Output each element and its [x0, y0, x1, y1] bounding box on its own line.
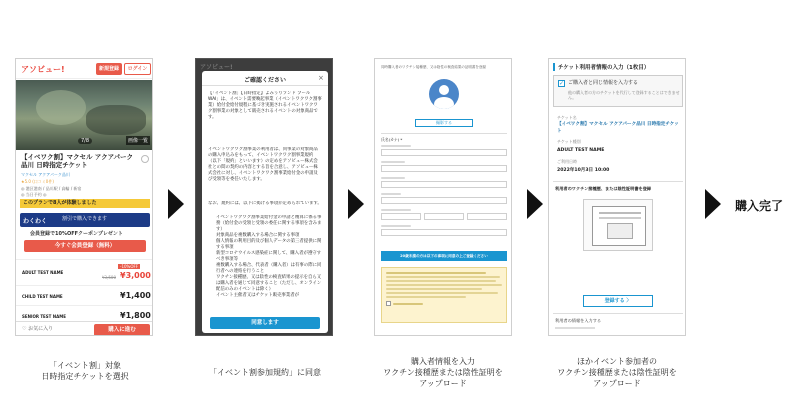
step2-screen — [195, 58, 333, 336]
same-as-buyer-label: ご購入者と同じ情報を入力する — [568, 80, 639, 86]
discount-badge: -10%OFF — [120, 264, 139, 269]
step4-caption-line3: アップロード — [593, 379, 641, 388]
name-input[interactable] — [381, 149, 507, 156]
terms-modal — [202, 71, 328, 333]
favorite-button[interactable]: ♡ お気に入り — [22, 326, 54, 332]
wakuwari-banner[interactable] — [20, 213, 150, 227]
register-certificate-button[interactable]: 登録する 〉 — [583, 295, 653, 307]
ticket-old-price: ¥3,500 — [102, 275, 116, 280]
terms-list — [216, 215, 324, 313]
same-as-buyer-box[interactable] — [553, 75, 683, 107]
rating: ★5.0 (口コミ0件) — [21, 179, 54, 184]
city-input[interactable] — [381, 197, 507, 204]
product-title: 【イベワク割】マクセル アクアパーク品川 日時指定チケット — [21, 153, 134, 169]
ticket-name: CHILD TEST NAME — [22, 294, 63, 299]
name-label: 氏名(カナ) * — [381, 137, 403, 142]
consent-box — [381, 267, 507, 323]
terms-item: • 複数購入する場合、代表者（購入者）は有事の際に同行者への連絡を行うこと — [216, 263, 324, 275]
submit-button[interactable]: 20歳未満の方は以下の事項に同意の上ご登録ください — [381, 251, 507, 261]
step1-caption-line1: 「イベント割」対象 — [49, 361, 121, 370]
check-icon[interactable]: ✓ — [559, 80, 565, 87]
phone-input-1[interactable] — [381, 213, 421, 220]
asoview-logo[interactable]: アソビュー! — [21, 65, 65, 74]
step2-caption-line1: 「イベント割参加規約」に同意 — [209, 368, 321, 377]
aquarium-photo[interactable] — [16, 80, 153, 150]
step3-caption-line3: アップロード — [419, 379, 467, 388]
venue-link[interactable]: マクセル アクアパーク品川 — [21, 172, 70, 177]
terms-para-2: イベントワクワク割事業の利用者は、同事業の対象商品の購入申込みをもって、イベントワクワク割事業規約（以下「規約」といいます）の定めをアソビュー株式会社との間の契約の内容とする旨を合意し、アソビュー株式会社に対し、イベントワクワク割事業給付金の申請及び受領等を委任いたします。 — [208, 147, 318, 182]
step3-header-note: 同時購入者のワクチン接種歴、又は陰性の検査結果の証明書を登録 — [381, 65, 486, 69]
step4-header: チケット利用者情報の入力（1枚目） — [553, 63, 649, 71]
step4-caption-line2: ワクチン接種歴または陰性証明を — [557, 368, 677, 377]
meta-location: ◎ 港区港南 / 品川駅 / 高輪 / 新宿 — [21, 186, 82, 191]
modal-title: ご確認ください — [243, 77, 286, 84]
step1-bottom-bar — [16, 321, 153, 336]
step3-caption-line1: 購入者情報を入力 — [411, 357, 475, 366]
plan-notice: このプランで8人が体験しました — [20, 199, 150, 208]
step3-screen — [374, 58, 512, 336]
ticket-row[interactable] — [16, 259, 153, 285]
consent-checkbox[interactable] — [386, 301, 391, 306]
purchase-button[interactable]: 購入に進む — [94, 324, 150, 336]
terms-item: 4. 新型コロナウイルス感染症に関して、購入者が遵守すべき事項等 — [216, 251, 324, 263]
terms-item: • イベント主催者又はチケット販売事業者が — [216, 293, 324, 299]
form-fields — [381, 145, 507, 242]
phone-input-2[interactable] — [424, 213, 464, 220]
asoview-logo-dim: アソビュー! — [200, 64, 233, 71]
step4-caption-line1: ほかイベント参加者の — [577, 357, 657, 366]
ticket-list — [16, 259, 153, 319]
certificate-preview — [583, 199, 653, 251]
favorite-icon[interactable] — [141, 155, 149, 163]
ticket-name: SENIOR TEST NAME — [22, 314, 66, 319]
ticket-type-label: チケット種別 — [557, 139, 581, 144]
arrow-3 — [527, 189, 543, 219]
terms-item: 1. イベントワクワク割事業給付金の申請と精算に係る事務（給付金の受領と受領の委任に関する事項を含みます） — [216, 215, 324, 233]
ticket-price: ¥3,000 — [120, 271, 151, 280]
agree-button[interactable]: 同意します — [210, 317, 320, 329]
step3-caption-line2: ワクチン接種歴または陰性証明を — [383, 368, 503, 377]
photo-list-button[interactable]: 画像一覧 — [128, 138, 149, 144]
arrow-1 — [168, 189, 184, 219]
terms-item: 3. 個人情報の利用目的及び個人データの第三者提供に関する事項 — [216, 239, 324, 251]
step1-caption-line2: 日時指定チケットを選択 — [41, 372, 129, 381]
register-cta-button[interactable]: 今すぐ会員登録（無料） — [24, 240, 146, 252]
user-info-label: 利用者の情報を入力する — [555, 318, 602, 323]
terms-para-1: 【「イベント割」【日時指定】よみうりランド プール WAI」は、イベント需要喚起事業（イベントワクワク割事業）給付金給付規程に基づき実施されるイベントワクワク割事業の対象として販売されるイベントの対象商品です。 — [208, 91, 322, 120]
purchase-complete-label: 購入完了 — [735, 199, 784, 213]
date-value: 2022年10月3日 10:00 — [557, 168, 610, 173]
login-button[interactable]: ログイン — [124, 63, 151, 75]
address-input[interactable] — [381, 181, 507, 188]
email-input[interactable] — [381, 229, 507, 236]
avatar — [429, 79, 459, 109]
ticket-row[interactable] — [16, 285, 153, 305]
ticket-name: ADULT TEST NAME — [22, 270, 64, 275]
step2-caption — [190, 367, 340, 378]
wakuwari-text: 割引で購入できます — [62, 216, 108, 222]
terms-item: • ワクチン接種歴、又は陰性の検査結果の提示を自ら又は購入者を通じて同意すること（ただし、オンライン配信のみのイベントは除く） — [216, 275, 324, 293]
wakuwari-logo: わくわく — [23, 218, 48, 225]
photo-counter: 7/8 — [78, 138, 92, 144]
ticket-name-value: 【イベワク割】マクセル アクアパーク品川 日時指定チケット — [557, 122, 679, 134]
arrow-4 — [705, 189, 721, 219]
register-button[interactable]: 新規登録 — [96, 63, 122, 75]
ticket-price: ¥1,800 — [120, 311, 151, 320]
step1-header — [16, 59, 153, 79]
upload-label: 利用者のワクチン接種歴、または陰性証明書を登録 — [555, 186, 652, 191]
photo-button[interactable]: 撮影する — [415, 119, 473, 127]
phone-input-3[interactable] — [467, 213, 507, 220]
name-kana-input[interactable] — [381, 165, 507, 172]
arrow-2 — [348, 189, 364, 219]
step1-screen — [15, 58, 153, 336]
meta-booking: ◎ 当日予約 ◎ — [21, 192, 47, 197]
date-label: ご利用日時 — [557, 159, 577, 164]
ticket-price: ¥1,400 — [120, 291, 151, 300]
ticket-name-label: チケット名 — [557, 115, 577, 120]
terms-para-3: なお、規約には、以下に掲げる事項が定められています。 — [208, 201, 322, 206]
close-icon[interactable]: × — [318, 74, 324, 82]
step3-caption — [368, 356, 518, 389]
step4-caption — [542, 356, 692, 389]
terms-item: 2. 対象商品を複数購入する場合に関する事項 — [216, 233, 324, 239]
step4-screen — [548, 58, 686, 336]
step1-caption — [20, 360, 150, 382]
member-coupon-text: 会員登録で10%OFFクーポンプレゼント — [30, 231, 123, 237]
same-as-buyer-note: 他の購入者の方のチケットを代行して登録することはできません。 — [568, 90, 680, 100]
ticket-type-value: ADULT TEST NAME — [557, 148, 605, 153]
